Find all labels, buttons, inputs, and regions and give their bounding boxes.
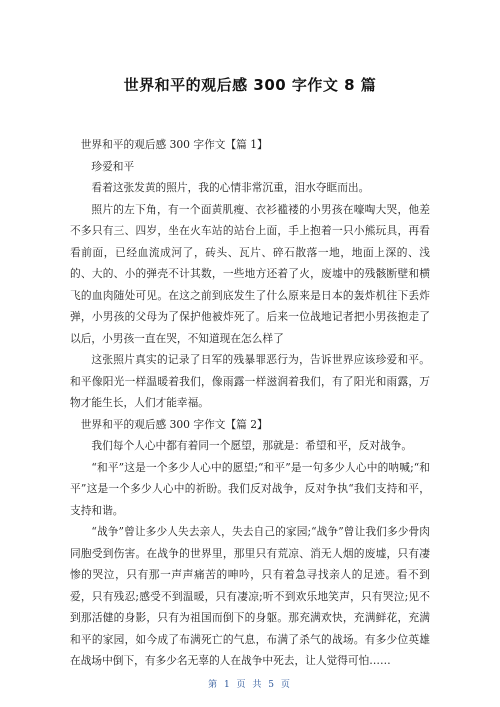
paragraph: 这张照片真实的记录了日军的残暴罪恶行为，告诉世界应该珍爱和平。和平像阳光一样温暖着我们，像雨露一样滋润着我们，有了阳光和雨露，万物才能生长，人们才能幸福。 — [70, 353, 430, 409]
paragraph: “战争”曾让多少人失去亲人，失去自己的家园;“战争”曾让我们多少骨肉同胞受到伤害。在战争的世界里，那里只有荒凉、消无人烟的废墟，只有凄惨的哭泣，只有那一声声痛苦的呻吟，只有着急寻找亲人的足迹。看不到爱，只有残忍;感受不到温暖，只有凄凉;听不到欢乐地笑声，只有哭泣;见不到那活健的身影，只有为祖国而倒下的身躯。那充满欢快，充满鲜花，充满和平的家园，如今成了布满死亡的气息，布满了杀气的战场。有多少位英雄在战场中倒下，有多少名无辜的人在战争中死去，让人觉得可怕…… — [70, 525, 430, 667]
section-heading-1: 世界和平的观后感 300 字作文【篇 1】 — [80, 138, 268, 151]
document-body — [70, 134, 430, 672]
paragraph: 照片的左下角，有一个面黄肌瘦、衣衫褴褛的小男孩在嚎啕大哭，他差不多只有三、四岁，坐在火车站的站台上面，手上抱着一只小熊玩具，再看看前面，已经血流成河了，砖头、瓦片、碎石散落一地，地面上深的、浅的、大的、小的弹壳不计其数，一些地方还着了火，废墟中的残骸断壁和横飞的血肉随处可见。在这之前到底发生了什么原来是日本的轰炸机往下丢炸弹，小男孩的父母为了保护他被炸死了。后来一位战地记者把小男孩抱走了以后，小男孩一直在哭，不知道现在怎么样了 — [70, 202, 430, 345]
paragraph: 我们每个人心中都有着同一个愿望，那就是：希望和平，反对战争。 — [91, 439, 413, 452]
paragraph: “和平”这是一个多少人心中的愿望;“和平”是一句多少人心中的呐喊;“和平”这是一个多少人心中的祈盼。我们反对战争，反对争执“我们支持和平，支持和谐。 — [70, 460, 430, 517]
document-title: 世界和平的观后感 300 字作文 8 篇 — [123, 76, 377, 94]
essay-subtitle: 珍爱和平 — [91, 159, 135, 173]
paragraph: 看着这张发黄的照片，我的心情非常沉重，泪水夺眶而出。 — [91, 181, 370, 194]
section-heading-2: 世界和平的观后感 300 字作文【篇 2】 — [80, 417, 268, 431]
page-footer: 第 1 页 共 5 页 — [208, 680, 292, 690]
